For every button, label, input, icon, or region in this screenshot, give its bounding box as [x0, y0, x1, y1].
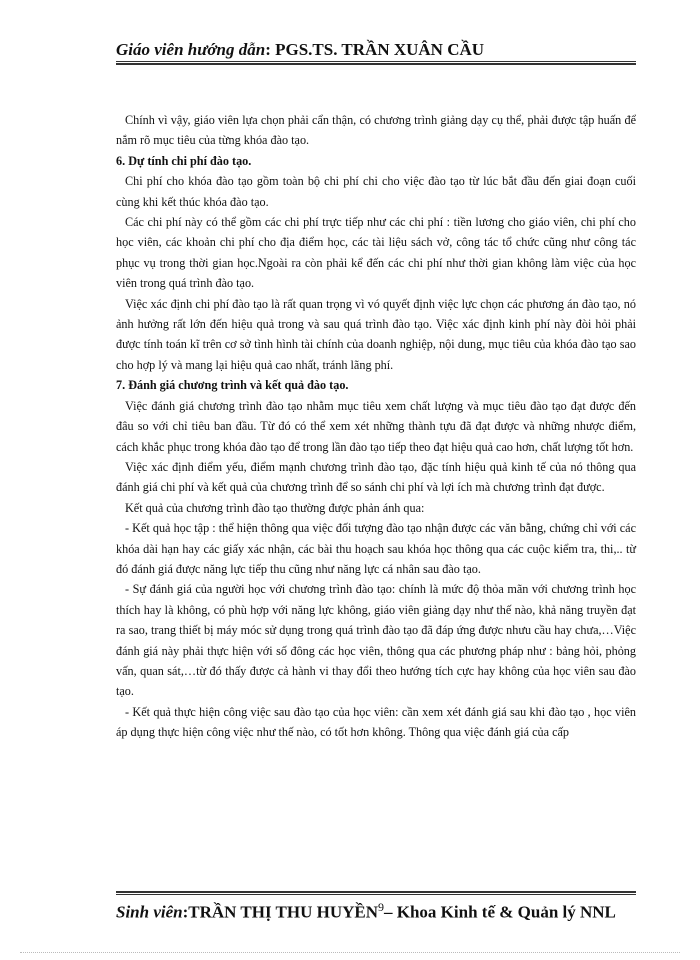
- paragraph-5: Việc đánh giá chương trình đào tạo nhằm mục tiêu xem chất lượng và mục tiêu đào tạo đạt được đến đâu so với chỉ tiêu ban đầu. Từ đó có thể xem xét những thành tựu đã đạt được và những nhược điểm, cách khắc phục trong khóa đào tạo để trong lần đào tạo tiếp theo đạt hiệu quả cao hơn, chất lượng tốt hơn.: [116, 398, 636, 454]
- paragraph-8: - Kết quả học tập : thể hiện thông qua việc đối tượng đào tạo nhận được các văn bằng, chứng chỉ với các khóa dài hạn hay các giấy xác nhận, các bài thu hoạch sau khóa học thông qua các cuộc kiểm tra, thi,.. từ đó đánh giá được năng lực tiếp thu cũng như năng lực cá nhân sau đào tạo.: [116, 521, 636, 576]
- paragraph-2: Chi phí cho khóa đào tạo gồm toàn bộ chi phí chi cho việc đào tạo từ lúc bắt đầu đến giai đoạn cuối cùng khi kết thúc khóa đào tạo.: [116, 174, 636, 209]
- page-number: 9: [378, 900, 384, 914]
- paragraph-7: Kết quả của chương trình đào tạo thường được phản ánh qua:: [125, 500, 425, 515]
- paragraph-3: Các chi phí này có thể gồm các chi phí trực tiếp như các chi phí : tiền lương cho giáo viên, chi phí cho học viên, các khoản chi phí cho địa điểm học, các tài liệu sách vở, công tác tổ chức cũng như công tác phục vụ trong thời gian học.Ngoài ra còn phải kể đến các chi phí như thời gian không làm việc của học viên trong quá trình đào tạo.: [116, 215, 636, 291]
- footer-rule: [116, 891, 636, 895]
- section-heading-6: 6. Dự tính chi phí đào tạo.: [116, 153, 252, 168]
- page-footer: [116, 900, 676, 923]
- page-bottom-edge: [20, 952, 680, 953]
- paragraph-9: - Sự đánh giá của người học với chương trình đào tạo: chính là mức độ thỏa mãn với chương trình học thích hay là không, có phù hợp với năng lực không, giáo viên giảng dạy như thế nào, khả năng truyền đạt ra sao, trang thiết bị máy móc sử dụng trong quá trình đào tạo đã đáp ứng được nhưu cầu hay chưa,…Việc đánh giá này phải thực hiện với số đông các học viên, thông qua các phương pháp như : bảng hỏi, phỏng vấn, quan sát,…từ đó thấy được cả hành vi thay đổi theo hướng tích cực hay không của học viên sau đào tạo.: [116, 582, 636, 699]
- header-supervisor-name: PGS.TS. TRẦN XUÂN CẦU: [275, 40, 485, 59]
- header-rule: [116, 61, 636, 65]
- paragraph-6: Việc xác định điểm yếu, điểm mạnh chương trình đào tạo, đặc tính hiệu quả kinh tế của nó thông qua đánh giá chi phí và kết quả của chương trình để so sánh chi phí và lợi ích mà chương trình đạt được.: [116, 459, 636, 495]
- paragraph-1: Chính vì vậy, giáo viên lựa chọn phải cẩn thận, có chương trình giảng dạy cụ thể, phải được tập huấn để nắm rõ mục tiêu của từng khóa đào tạo.: [116, 113, 636, 148]
- footer-department: – Khoa Kinh tế & Quản lý NNL: [384, 902, 616, 922]
- page-header: [116, 40, 636, 60]
- document-body: [116, 110, 636, 743]
- footer-colon: :: [182, 902, 189, 922]
- header-label: Giáo viên hướng dẫn: [116, 40, 266, 59]
- footer-label: Sinh viên: [116, 902, 183, 922]
- footer-student-name: TRẦN THỊ THU HUYỀN: [188, 902, 378, 922]
- header-colon: :: [265, 40, 276, 59]
- paragraph-4: Việc xác định chi phí đào tạo là rất quan trọng vì vó quyết định việc lực chọn các phương án đào tạo, nó ảnh hưởng rất lớn đến hiệu quả trong và sau quá trình đào tạo. Việc xác định kinh phí này đòi hỏi phải được tính toán kĩ trên cơ sở tình hình tài chính của doanh nghiệp, nội dung, mục tiêu của khóa đào tạo sao cho hợp lý và mang lại hiệu quả cao nhất, tránh lãng phí.: [116, 296, 636, 372]
- section-heading-7: 7. Đánh giá chương trình và kết quả đào tạo.: [116, 378, 349, 393]
- paragraph-10: - Kết quả thực hiện công việc sau đào tạo của học viên: cần xem xét đánh giá sau khi đào tạo , học viên áp dụng thực hiện công việc như thế nào, có tốt hơn không. Thông qua việc đánh giá của cấp: [116, 704, 636, 740]
